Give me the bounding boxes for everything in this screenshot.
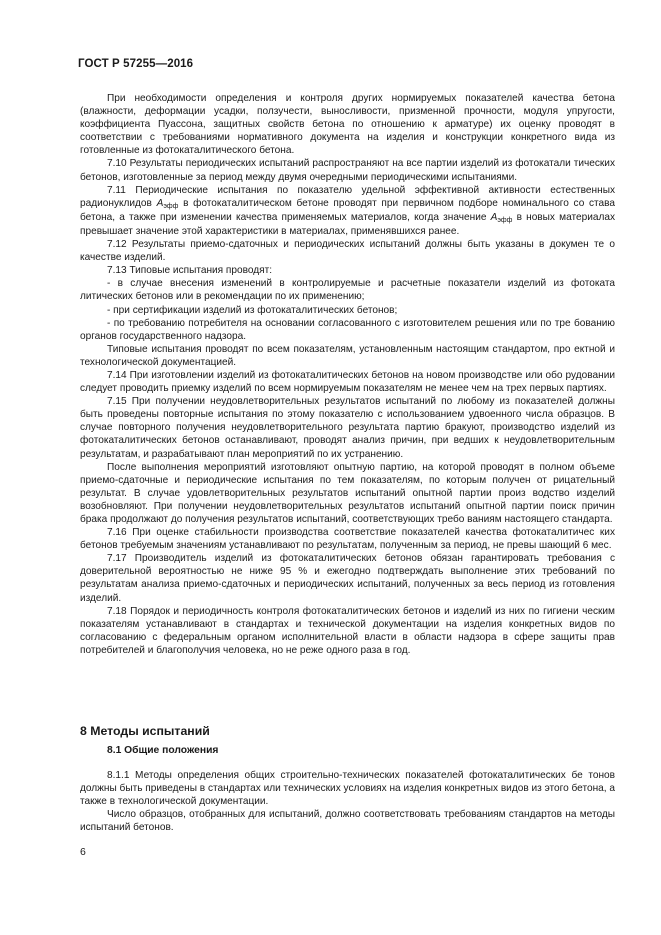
subscript: эфф <box>497 216 513 224</box>
paragraph: 7.15 При получении неудовлетворительных результатов испытаний по любому из показателей должны быть проведены повторные испытания по этому показателю с использованием удвоенного числа образцов. В случае повторного получения неудовлетворительного результата партию бракуют, производство изделий из фотокаталитических бетонов останавливают, проводят анализ причин, при ведших к неудовлетворительным результатам, и разрабатывают план мероприятий по их устранению. <box>80 396 615 460</box>
paragraph: Число образцов, отобранных для испытаний, должно соответствовать требованиям стандартов на методы испытаний бетонов. <box>80 809 615 834</box>
paragraph: 7.14 При изготовлении изделий из фотокаталитических бетонов на новом производстве или обо рудовании следует проводить приемку изделий по всем нормируемым показателям не менее чем на трех первых партиях. <box>80 369 615 395</box>
list-item: - по требованию потребителя на основании согласованного с изготовителем решения или по тре бованию органов государственного надзора. <box>80 317 615 342</box>
clause-7-text <box>80 92 615 657</box>
paragraph: 7.16 При оценке стабильности производства соответствие показателей качества фотокаталитичес ких бетонов требуемым значениям устанавливают по результатам, полученным за период, не превы шающий 6 мес. <box>80 527 615 552</box>
list-item: - в случае внесения изменений в контролируемые и расчетные показатели изделий из фотоката литических бетонов или в рекомендации по их применению; <box>80 278 615 303</box>
paragraph: 8.1.1 Методы определения общих строительно-технических показателей фотокаталитических бе тонов должны быть приведены в стандартах или технических условиях на изделия конкретных видов из этого бетона, а также в технологической документации. <box>80 770 615 808</box>
section-title: 8 Методы испытаний <box>80 724 210 738</box>
paragraph: 7.10 Результаты периодических испытаний распространяют на все партии изделий из фотокатали тических бетонов, изготовленные за период между двумя очередными периодическими испытаниями. <box>80 158 615 183</box>
subscript: эфф <box>163 202 179 210</box>
text-fragment: 7.11 Периодические испытания по показателю удельной эффективной активности естественных радионуклидов <box>80 184 615 209</box>
list-item: - при сертификации изделий из фотокаталитических бетонов; <box>107 304 398 316</box>
subsection-title: 8.1 Общие положения <box>107 745 219 756</box>
page-number: 6 <box>80 846 86 858</box>
variable-a: A <box>490 211 498 223</box>
variable-a: A <box>156 197 164 209</box>
paragraph: 7.13 Типовые испытания проводят: <box>107 265 273 277</box>
paragraph: После выполнения мероприятий изготовляют опытную партию, на которой проводят в полном объеме приемо-сдаточные и периодические испытания по тем показателям, по которым получен от рицательный результат. В случае удовлетворительных результатов испытаний опытной партии произ водство изделий возобновляют. При получении неудовлетворительных результатов испытаний опытной партии поиск причин брака продолжают до получения результатов испытаний, соответствующих требо ваниям настоящего стандарта. <box>80 461 615 525</box>
clause-8-text <box>80 769 615 834</box>
paragraph-7-11 <box>80 184 615 238</box>
paragraph: 7.12 Результаты приемо-сдаточных и периодических испытаний должны быть указаны в докумен те о качестве изделий. <box>80 239 615 264</box>
paragraph: При необходимости определения и контроля других нормируемых показателей качества бетона (влажности, деформации усадки, ползучести, выносливости, призменной прочности, модуля упругости, коэффициента Пуассона, защитных свойств бетона по отношению к арматуре) их оценку проводят в соответствии с требованиями нормативного документа на изделия и конструкции конкретного вида из готовленные из фотокаталитического бетона. <box>80 93 615 157</box>
paragraph: 7.18 Порядок и периодичность контроля фотокаталитических бетонов и изделий из них по гигиени ческим показателям устанавливают в стандартах и технической документации на изделия конкретных видов по согласованию с федеральным органом исполнительной власти в области надзора в сфере защиты прав потребителей и благополучия человека, но не реже одного раза в год. <box>80 605 615 656</box>
text-fragment: в фотокаталитическом бетоне проводят при первичном подборе номинального со става бетона, а также при изменении качества применяемых материалов, когда значение <box>80 197 616 223</box>
document-header: ГОСТ Р 57255—2016 <box>78 58 194 70</box>
paragraph: 7.17 Производитель изделий из фотокаталитических бетонов обязан гарантировать требования с доверительной вероятностью не ниже 95 % и ежегодно подтверждать выполнение этих требований по результатам анализа приемо-сдаточных и периодических испытаний, полученных за весь период из готовления изделий. <box>80 553 615 604</box>
paragraph: Типовые испытания проводят по всем показателям, установленным настоящим стандартом, про ектной и технологической документацией. <box>80 343 615 368</box>
text-fragment: в новых материалах превышает значение этой характеристики в материалах, применявшихся ранее. <box>80 211 615 237</box>
